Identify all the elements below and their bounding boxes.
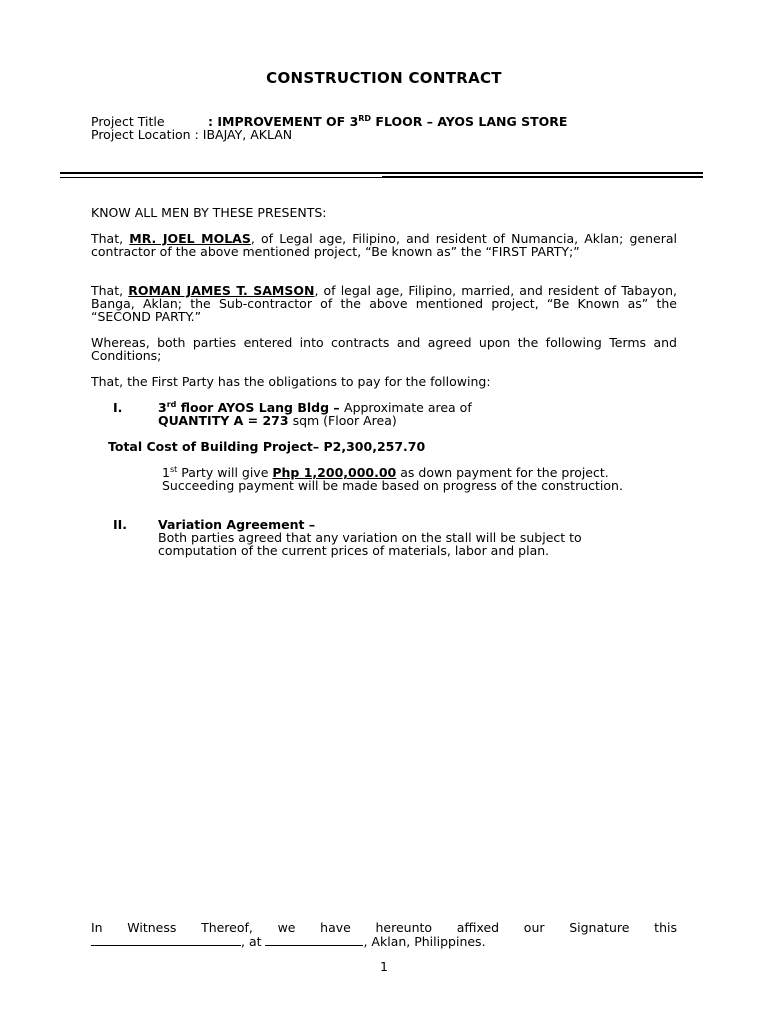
total-cost: Total Cost of Building Project– P2,300,257.70 (108, 439, 426, 454)
section-2-numeral: II. (113, 517, 128, 532)
project-title-label: Project Title (91, 114, 165, 129)
header-divider-thin-left (60, 177, 382, 178)
project-title-value: : IMPROVEMENT OF 3RD FLOOR – AYOS LANG STORE (208, 114, 568, 129)
place-blank (265, 934, 363, 946)
first-party-name: MR. JOEL MOLAS (129, 231, 251, 246)
project-location-value: : IBAJAY, AKLAN (194, 127, 293, 142)
whereas-paragraph: Whereas, both parties entered into contracts and agreed upon the following Terms and Conditions; (91, 335, 677, 363)
witness-line-2: , at , Aklan, Philippines. (91, 934, 677, 948)
section-1-numeral: I. (113, 400, 123, 415)
project-location-label: Project Location (91, 127, 191, 142)
quantity-value: QUANTITY A = 273 (158, 413, 289, 428)
header-divider (60, 172, 703, 174)
first-party-paragraph: That, MR. JOEL MOLAS, of Legal age, Filipino, and resident of Numancia, Aklan; general contractor of the above mentioned project, “Be known as” the “FIRST PARTY;” (91, 231, 677, 259)
second-party-name: ROMAN JAMES T. SAMSON (128, 283, 315, 298)
date-blank (91, 934, 241, 946)
second-party-paragraph: That, ROMAN JAMES T. SAMSON, of legal age, Filipino, married, and resident of Tabayon, Banga, Aklan; the Sub-contractor of the above mentioned project, “Be Known as” the “SECOND PARTY.” (91, 283, 677, 324)
section-1-floor-line: 3rd floor AYOS Lang Bldg – Approximate area of (158, 400, 472, 415)
page-number: 1 (380, 959, 388, 974)
payment-line-2: Succeeding payment will be made based on progress of the construction. (162, 478, 623, 493)
section-1-quantity-line: QUANTITY A = 273 sqm (Floor Area) (158, 413, 397, 428)
payment-line-1: 1st Party will give Php 1,200,000.00 as down payment for the project. (162, 465, 609, 480)
down-payment-amount: Php 1,200,000.00 (272, 465, 397, 480)
intro-line: KNOW ALL MEN BY THESE PRESENTS: (91, 205, 327, 220)
section-2-body: Both parties agreed that any variation on the stall will be subject to computation of the current prices of materials, labor and plan. (158, 530, 582, 558)
header-divider-thin-right (382, 176, 703, 178)
project-location-row (91, 128, 292, 141)
obligations-line: That, the First Party has the obligations to pay for the following: (91, 374, 491, 389)
witness-clause (91, 921, 677, 948)
document-title: CONSTRUCTION CONTRACT (266, 69, 502, 87)
section-2-heading: Variation Agreement – (158, 517, 316, 532)
witness-line-1: In Witness Thereof, we have hereunto affixed our Signature this (91, 920, 677, 935)
